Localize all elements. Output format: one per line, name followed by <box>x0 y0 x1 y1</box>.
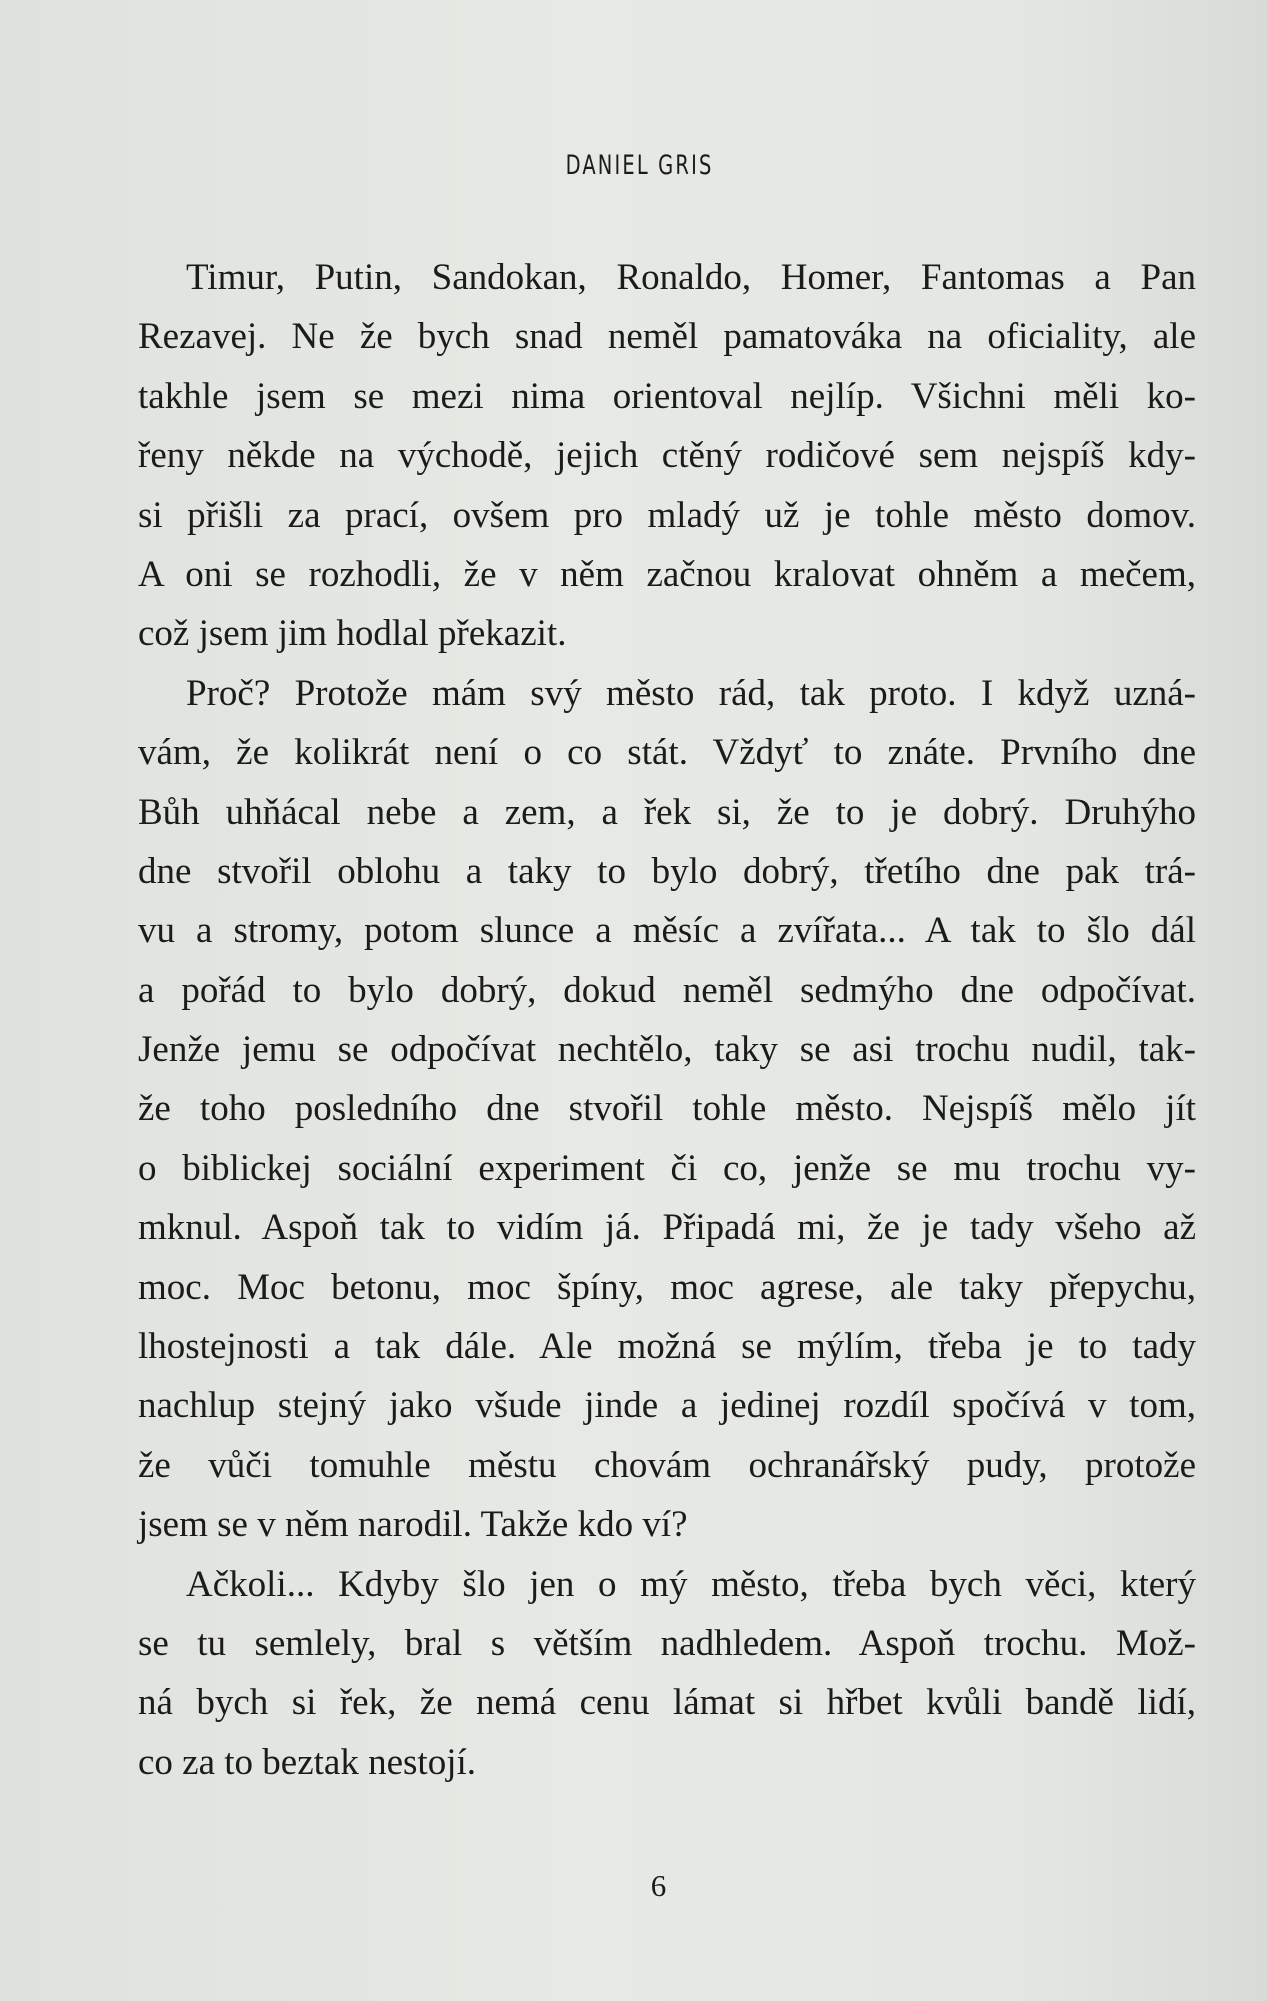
text-line: že toho posledního dne stvořil tohle město. Nejspíš mělo jít <box>138 1088 1196 1130</box>
text-line: což jsem jim hodlal překazit. <box>138 613 567 655</box>
text-line: Jenže jemu se odpočívat nechtělo, taky se asi trochu nudil, tak- <box>138 1029 1196 1071</box>
page-number: 6 <box>650 1868 667 1903</box>
text-line: Rezavej. Ne že bych snad neměl pamatováka na oficiality, ale <box>138 316 1196 358</box>
text-line: Bůh uhňácal nebe a zem, a řek si, že to je dobrý. Druhýho <box>138 791 1196 833</box>
text-line: se tu semlely, bral s větším nadhledem. Aspoň trochu. Mož- <box>138 1622 1196 1664</box>
text-line: o biblickej sociální experiment či co, jenže se mu trochu vy- <box>138 1147 1196 1189</box>
text-line: si přišli za prací, ovšem pro mladý už je tohle město domov. <box>138 494 1196 536</box>
text-line: lhostejnosti a tak dále. Ale možná se mýlím, třeba je to tady <box>138 1326 1196 1368</box>
text-line: dne stvořil oblohu a taky to bylo dobrý, třetího dne pak trá- <box>138 850 1196 892</box>
text-line: mknul. Aspoň tak to vidím já. Připadá mi, že je tady všeho až <box>138 1207 1196 1249</box>
text-line: takhle jsem se mezi nima orientoval nejlíp. Všichni měli ko- <box>138 375 1196 417</box>
text-line: nachlup stejný jako všude jinde a jedinej rozdíl spočívá v tom, <box>138 1385 1196 1427</box>
text-line: řeny někde na východě, jejich ctěný rodičové sem nejspíš kdy- <box>138 435 1196 477</box>
text-line: a pořád to bylo dobrý, dokud neměl sedmýho dne odpočívat. <box>138 969 1196 1011</box>
text-line: že vůči tomuhle městu chovám ochranářský pudy, protože <box>138 1444 1196 1486</box>
running-head-author: DANIEL GRIS <box>565 150 714 181</box>
text-line: A oni se rozhodli, že v něm začnou kralovat ohněm a mečem, <box>138 553 1196 595</box>
body-text <box>138 248 1196 1792</box>
text-line: ná bych si řek, že nemá cenu lámat si hřbet kvůli bandě lidí, <box>138 1682 1196 1724</box>
text-line: moc. Moc betonu, moc špíny, moc agrese, ale taky přepychu, <box>138 1266 1196 1308</box>
text-line: jsem se v něm narodil. Takže kdo ví? <box>138 1504 688 1546</box>
text-line: vám, že kolikrát není o co stát. Vždyť to znáte. Prvního dne <box>138 732 1196 774</box>
text-line: vu a stromy, potom slunce a měsíc a zvířata... A tak to šlo dál <box>138 910 1196 952</box>
text-line: co za to beztak nestojí. <box>138 1741 477 1783</box>
text-line: Ačkoli... Kdyby šlo jen o mý město, třeba bych věci, který <box>186 1563 1196 1605</box>
text-line: Proč? Protože mám svý město rád, tak proto. I když uzná- <box>186 672 1196 714</box>
text-line: Timur, Putin, Sandokan, Ronaldo, Homer, Fantomas a Pan <box>186 257 1196 298</box>
